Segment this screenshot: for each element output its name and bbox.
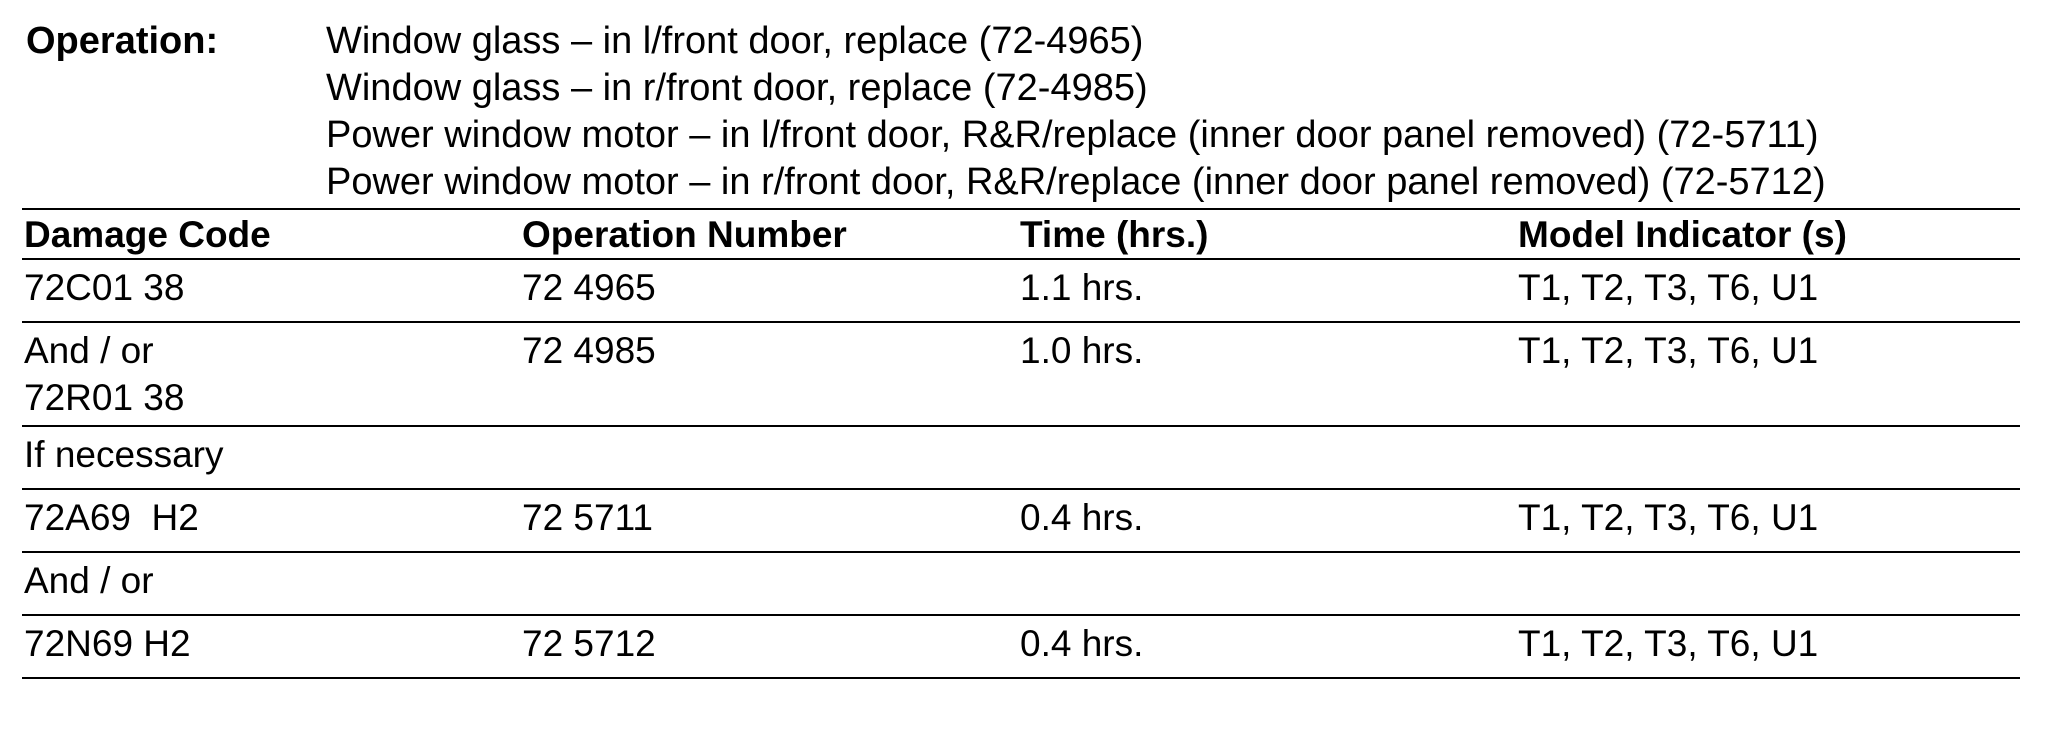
operation-line: Power window motor – in r/front door, R&R/replace (inner door panel removed) (72-5712) bbox=[326, 161, 1826, 203]
damage-code-connector: If necessary bbox=[24, 434, 224, 475]
damage-code: 72A69 H2 bbox=[24, 497, 199, 538]
operation-lines bbox=[326, 18, 2026, 206]
damage-code-cell bbox=[22, 489, 520, 552]
model-indicator-cell: T1, T2, T3, T6, U1 bbox=[1518, 623, 1819, 664]
table-row bbox=[22, 552, 2020, 615]
time-cell: 0.4 hrs. bbox=[1020, 623, 1144, 664]
table-row bbox=[22, 259, 2020, 322]
header-model-indicator: Model Indicator (s) bbox=[1518, 214, 1847, 255]
damage-code-cell bbox=[22, 426, 520, 489]
operation-number-cell: 72 5712 bbox=[522, 623, 656, 664]
damage-code-connector: And / or bbox=[24, 330, 154, 371]
time-cell bbox=[1018, 552, 1516, 615]
operation-line: Window glass – in l/front door, replace (72-4965) bbox=[326, 20, 1144, 62]
table-body bbox=[22, 259, 2020, 678]
model-indicator-cell: T1, T2, T3, T6, U1 bbox=[1518, 497, 1819, 538]
table bbox=[22, 208, 2020, 679]
table-row bbox=[22, 489, 2020, 552]
damage-code-cell bbox=[22, 552, 520, 615]
time-cell: 1.0 hrs. bbox=[1020, 330, 1144, 371]
damage-code: 72N69 H2 bbox=[24, 623, 191, 664]
operation-number-cell bbox=[520, 552, 1018, 615]
table-header bbox=[22, 209, 2020, 259]
table-row bbox=[22, 322, 2020, 426]
model-indicator-cell: T1, T2, T3, T6, U1 bbox=[1518, 330, 1819, 371]
operation-line: Window glass – in r/front door, replace (72-4985) bbox=[326, 67, 1148, 109]
model-indicator-cell: T1, T2, T3, T6, U1 bbox=[1518, 267, 1819, 308]
table-row bbox=[22, 615, 2020, 678]
header-damage-code: Damage Code bbox=[24, 214, 271, 255]
damage-code-table bbox=[22, 208, 2020, 679]
damage-code-cell bbox=[22, 259, 520, 322]
damage-code-cell bbox=[22, 322, 520, 426]
operation-number-cell: 72 4965 bbox=[522, 267, 656, 308]
operation-line: Power window motor – in l/front door, R&R/replace (inner door panel removed) (72-5711) bbox=[326, 114, 1819, 156]
header-row bbox=[22, 209, 2020, 259]
header-time: Time (hrs.) bbox=[1020, 214, 1209, 255]
operation-label: Operation: bbox=[26, 20, 219, 62]
time-cell: 0.4 hrs. bbox=[1020, 497, 1144, 538]
model-indicator-cell bbox=[1516, 426, 2020, 489]
time-cell bbox=[1018, 426, 1516, 489]
operation-number-cell bbox=[520, 426, 1018, 489]
model-indicator-cell bbox=[1516, 552, 2020, 615]
damage-code-cell bbox=[22, 615, 520, 678]
damage-code: 72R01 38 bbox=[24, 377, 185, 418]
damage-code: 72C01 38 bbox=[24, 267, 185, 308]
operation-number-cell: 72 5711 bbox=[522, 497, 653, 538]
operation-number-cell: 72 4985 bbox=[522, 330, 656, 371]
damage-code-connector: And / or bbox=[24, 560, 154, 601]
table-row bbox=[22, 426, 2020, 489]
time-cell: 1.1 hrs. bbox=[1020, 267, 1144, 308]
header-operation-number: Operation Number bbox=[522, 214, 847, 255]
